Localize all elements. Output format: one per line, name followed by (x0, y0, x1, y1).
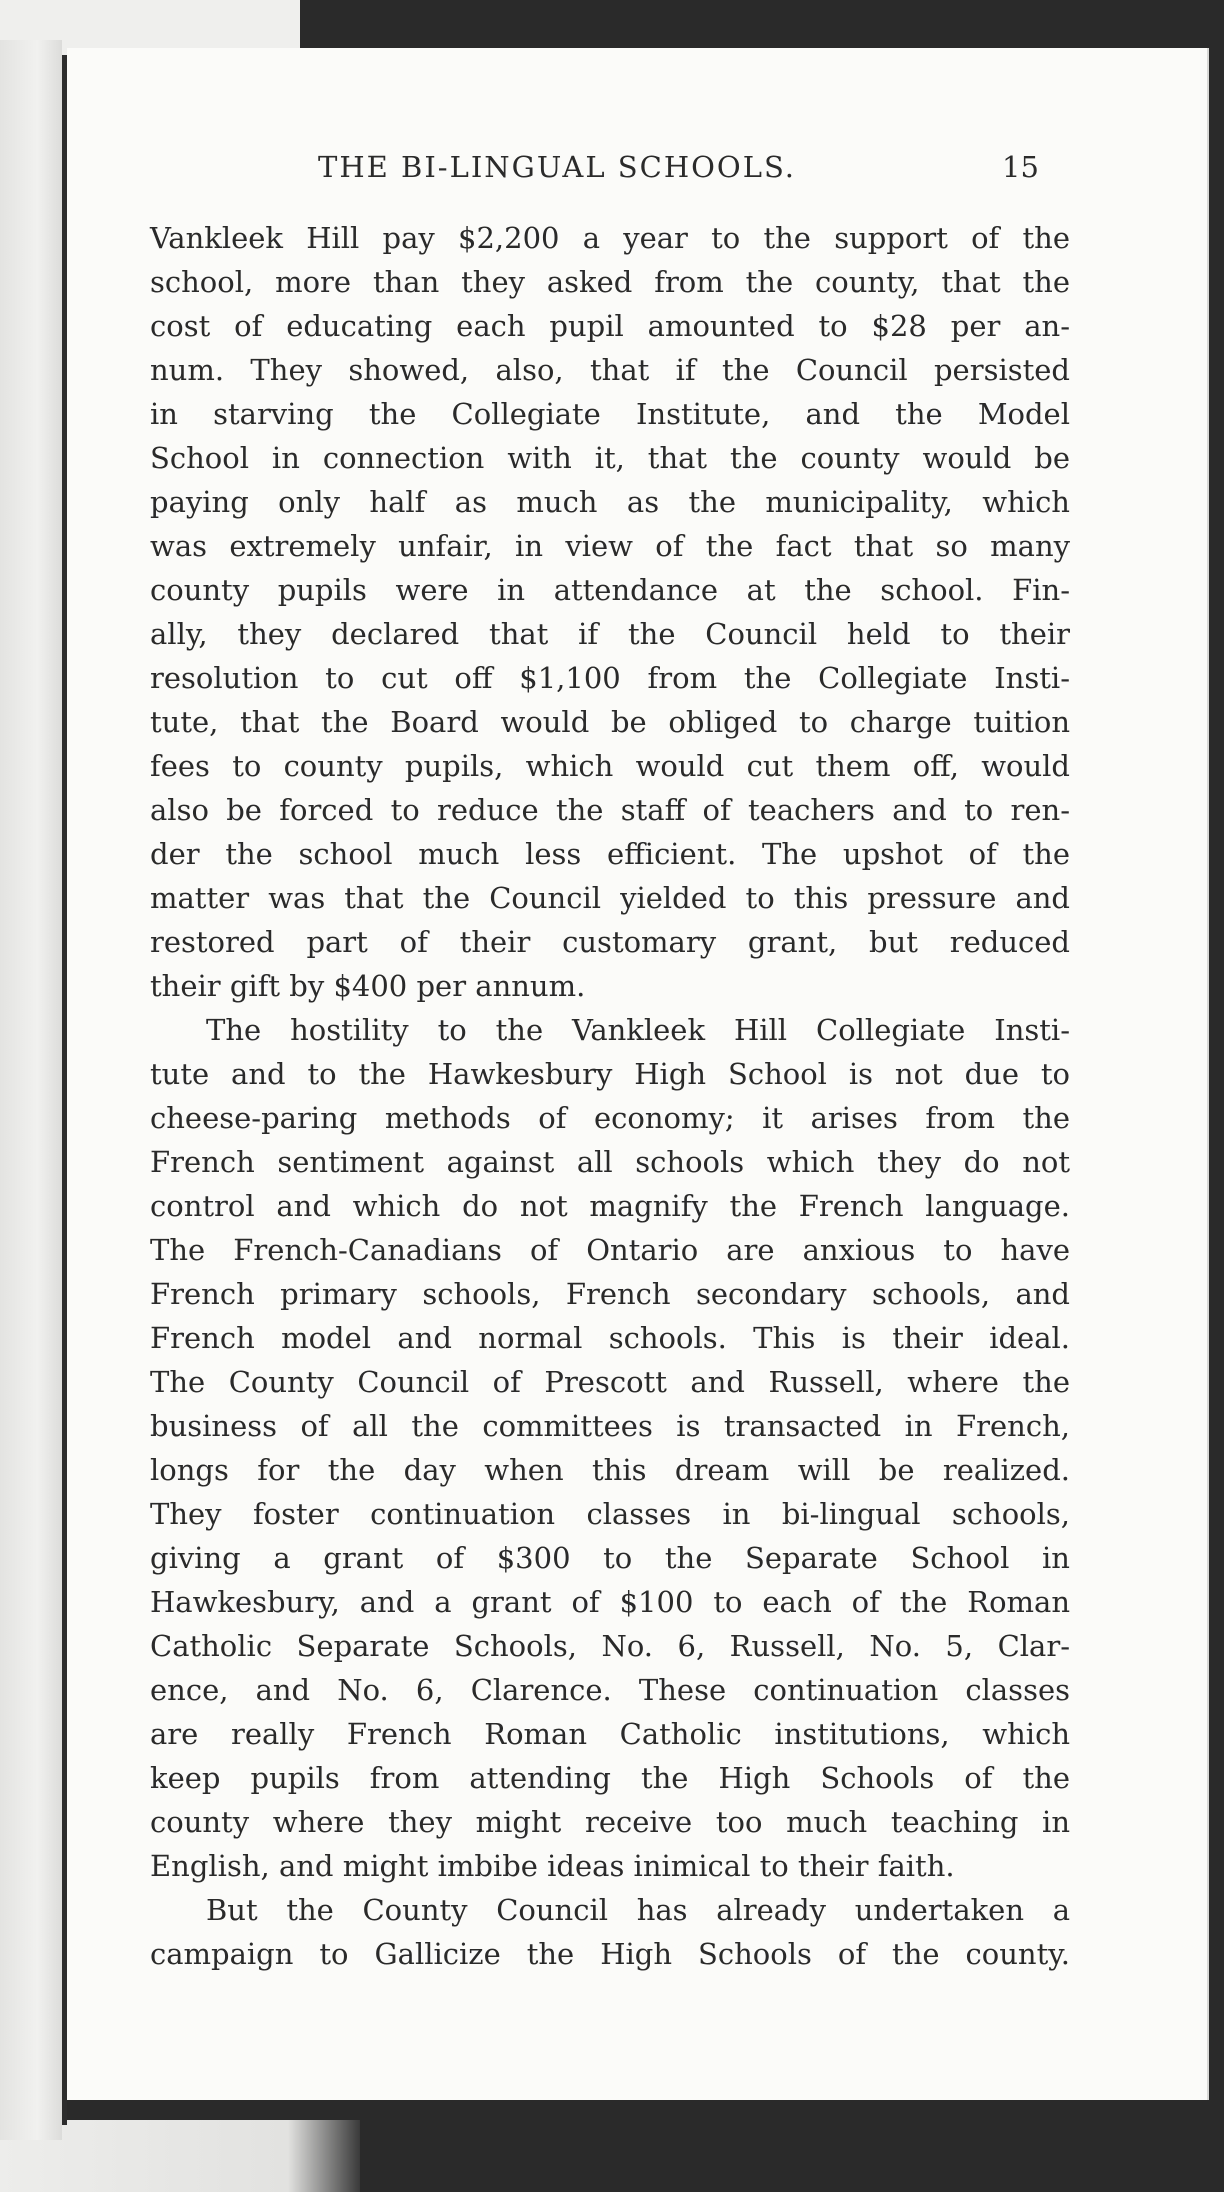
text-line: Catholic Separate Schools, No. 6, Russell, No. 5, Clar- (150, 1629, 1070, 1663)
text-line: longs for the day when this dream will be realized. (150, 1453, 1070, 1487)
body-text (150, 216, 1070, 1976)
text-line: business of all the committees is transacted in French, (150, 1409, 1070, 1443)
text-line: French sentiment against all schools which they do not (150, 1145, 1070, 1179)
text-line: English, and might imbibe ideas inimical to their faith. (150, 1849, 955, 1883)
text-line: fees to county pupils, which would cut them off, would (150, 749, 1070, 783)
text-line: Vankleek Hill pay $2,200 a year to the support of the (150, 221, 1070, 255)
text-line: But the County Council has already undertaken a (206, 1893, 1070, 1927)
running-title: THE BI-LINGUAL SCHOOLS. (318, 150, 797, 184)
page-header (0, 150, 1224, 190)
text-line: ence, and No. 6, Clarence. These continuation classes (150, 1673, 1070, 1707)
text-line: their gift by $400 per annum. (150, 969, 586, 1003)
text-line: cheese-paring methods of economy; it arises from the (150, 1101, 1070, 1135)
text-line: ally, they declared that if the Council held to their (150, 617, 1070, 651)
text-line: Hawkesbury, and a grant of $100 to each of the Roman (150, 1585, 1070, 1619)
text-line: restored part of their customary grant, but reduced (150, 925, 1070, 959)
text-line: was extremely unfair, in view of the fact that so many (150, 529, 1070, 563)
text-line: also be forced to reduce the staff of teachers and to ren- (150, 793, 1070, 827)
text-line: giving a grant of $300 to the Separate School in (150, 1541, 1070, 1575)
text-line: They foster continuation classes in bi-lingual schools, (150, 1497, 1070, 1531)
text-line: School in connection with it, that the county would be (150, 441, 1070, 475)
text-line: keep pupils from attending the High Schools of the (150, 1761, 1070, 1795)
text-line: school, more than they asked from the county, that the (150, 265, 1070, 299)
text-line: The French-Canadians of Ontario are anxious to have (150, 1233, 1070, 1267)
text-line: French model and normal schools. This is their ideal. (150, 1321, 1070, 1355)
text-line: county pupils were in attendance at the school. Fin- (150, 573, 1070, 607)
text-line: resolution to cut off $1,100 from the Collegiate Insti- (150, 661, 1070, 695)
text-line: der the school much less efficient. The upshot of the (150, 837, 1070, 871)
text-line: cost of educating each pupil amounted to $28 per an- (150, 309, 1070, 343)
text-line: county where they might receive too much teaching in (150, 1805, 1070, 1839)
text-line: matter was that the Council yielded to this pressure and (150, 881, 1070, 915)
text-line: French primary schools, French secondary schools, and (150, 1277, 1070, 1311)
text-line: paying only half as much as the municipality, which (150, 485, 1070, 519)
text-line: tute and to the Hawkesbury High School is not due to (150, 1057, 1070, 1091)
text-line: The hostility to the Vankleek Hill Collegiate Insti- (206, 1013, 1070, 1047)
text-line: tute, that the Board would be obliged to charge tuition (150, 705, 1070, 739)
text-line: campaign to Gallicize the High Schools of the county. (150, 1937, 1070, 1971)
text-line: control and which do not magnify the French language. (150, 1189, 1070, 1223)
facing-page-edge (0, 40, 62, 2140)
text-line: are really French Roman Catholic institutions, which (150, 1717, 1070, 1751)
text-line: The County Council of Prescott and Russell, where the (150, 1365, 1070, 1399)
text-line: in starving the Collegiate Institute, and the Model (150, 397, 1070, 431)
page-number: 15 (1002, 150, 1039, 184)
text-line: num. They showed, also, that if the Council persisted (150, 353, 1070, 387)
